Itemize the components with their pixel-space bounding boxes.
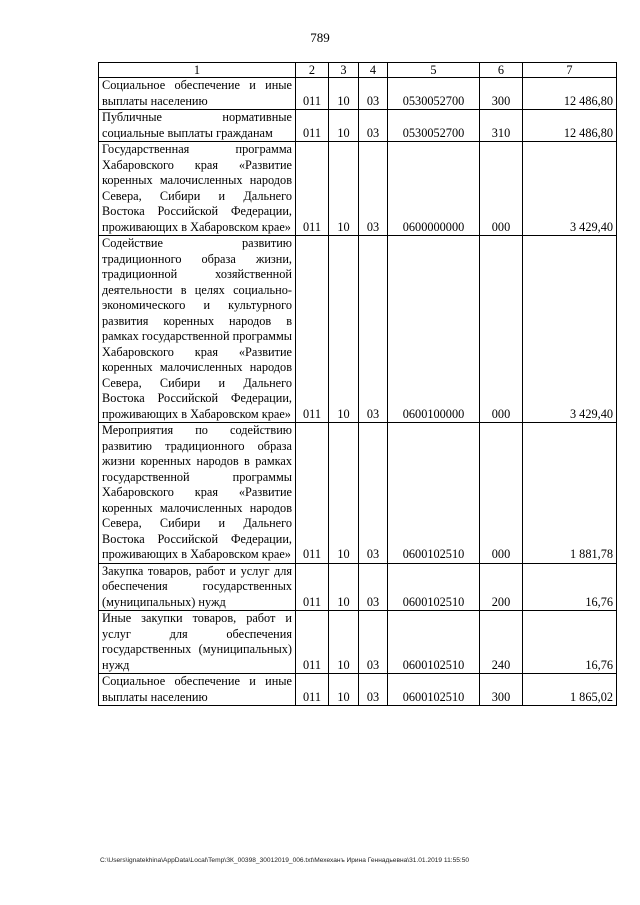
row-expense-type: 200	[480, 563, 523, 611]
row-amount: 16,76	[523, 611, 617, 674]
file-path-footer: C:\Users\ignatekhina\AppData\Local\Temp\ЗК_00398_30012019_006.txt\Мехеханъ Ирина Геннадьевна\31.01.2019 11:55:50	[100, 857, 470, 864]
row-expense-type: 310	[480, 110, 523, 142]
row-name: Мероприятия по содействию развитию традиционного образа жизни коренных народов в рамках государственной программы Хабаровского края «Развитие коренных малочисленных народов Севера, Сибири и Дальнего Востока Российской Федерации, проживающих в Хабаровском крае»	[99, 423, 296, 564]
row-ministry-code: 011	[296, 142, 329, 236]
row-section-code: 10	[329, 563, 359, 611]
row-target-article: 0600102510	[388, 423, 480, 564]
table-row	[99, 110, 617, 142]
header-col-2: 2	[296, 63, 329, 78]
table-row	[99, 611, 617, 674]
row-amount: 12 486,80	[523, 110, 617, 142]
header-col-4: 4	[359, 63, 388, 78]
row-subsection-code: 03	[359, 674, 388, 706]
row-target-article: 0600102510	[388, 563, 480, 611]
row-section-code: 10	[329, 674, 359, 706]
row-name: Социальное обеспечение и иные выплаты населению	[99, 674, 296, 706]
row-ministry-code: 011	[296, 674, 329, 706]
row-subsection-code: 03	[359, 142, 388, 236]
row-expense-type: 000	[480, 236, 523, 423]
row-subsection-code: 03	[359, 78, 388, 110]
row-subsection-code: 03	[359, 236, 388, 423]
row-subsection-code: 03	[359, 611, 388, 674]
row-expense-type: 300	[480, 78, 523, 110]
row-section-code: 10	[329, 236, 359, 423]
row-name: Содействие развитию традиционного образа жизни, традиционной хозяйственной деятельности в целях социально-экономического и культурного развития коренных народов в рамках государственной программы Хабаровского края «Развитие коренных малочисленных народов Севера, Сибири и Дальнего Востока Российской Федерации, проживающих в Хабаровском крае»	[99, 236, 296, 423]
budget-table	[98, 62, 617, 706]
row-subsection-code: 03	[359, 563, 388, 611]
row-amount: 3 429,40	[523, 142, 617, 236]
row-section-code: 10	[329, 142, 359, 236]
row-name: Социальное обеспечение и иные выплаты населению	[99, 78, 296, 110]
row-expense-type: 000	[480, 142, 523, 236]
row-name: Иные закупки товаров, работ и услуг для обеспечения государственных (муниципальных) нужд	[99, 611, 296, 674]
row-subsection-code: 03	[359, 110, 388, 142]
row-ministry-code: 011	[296, 563, 329, 611]
header-col-1: 1	[99, 63, 296, 78]
row-expense-type: 240	[480, 611, 523, 674]
header-row	[99, 63, 617, 78]
row-amount: 3 429,40	[523, 236, 617, 423]
row-section-code: 10	[329, 611, 359, 674]
row-ministry-code: 011	[296, 110, 329, 142]
header-col-6: 6	[480, 63, 523, 78]
row-amount: 12 486,80	[523, 78, 617, 110]
row-expense-type: 000	[480, 423, 523, 564]
table-row	[99, 423, 617, 564]
row-target-article: 0530052700	[388, 110, 480, 142]
row-expense-type: 300	[480, 674, 523, 706]
row-amount: 16,76	[523, 563, 617, 611]
table-row	[99, 674, 617, 706]
row-name: Публичные нормативные социальные выплаты гражданам	[99, 110, 296, 142]
row-subsection-code: 03	[359, 423, 388, 564]
row-target-article: 0600102510	[388, 611, 480, 674]
header-col-5: 5	[388, 63, 480, 78]
page-number: 789	[310, 30, 330, 45]
row-section-code: 10	[329, 423, 359, 564]
row-section-code: 10	[329, 110, 359, 142]
row-name: Закупка товаров, работ и услуг для обеспечения государственных (муниципальных) нужд	[99, 563, 296, 611]
table-row	[99, 78, 617, 110]
header-col-7: 7	[523, 63, 617, 78]
row-amount: 1 881,78	[523, 423, 617, 564]
row-target-article: 0600102510	[388, 674, 480, 706]
row-target-article: 0600000000	[388, 142, 480, 236]
row-target-article: 0530052700	[388, 78, 480, 110]
row-ministry-code: 011	[296, 611, 329, 674]
row-amount: 1 865,02	[523, 674, 617, 706]
table-row	[99, 142, 617, 236]
row-name: Государственная программа Хабаровского края «Развитие коренных малочисленных народов Севера, Сибири и Дальнего Востока Российской Федерации, проживающих в Хабаровском крае»	[99, 142, 296, 236]
header-col-3: 3	[329, 63, 359, 78]
row-ministry-code: 011	[296, 423, 329, 564]
row-target-article: 0600100000	[388, 236, 480, 423]
table-row	[99, 236, 617, 423]
row-section-code: 10	[329, 78, 359, 110]
row-ministry-code: 011	[296, 236, 329, 423]
table-row	[99, 563, 617, 611]
row-ministry-code: 011	[296, 78, 329, 110]
